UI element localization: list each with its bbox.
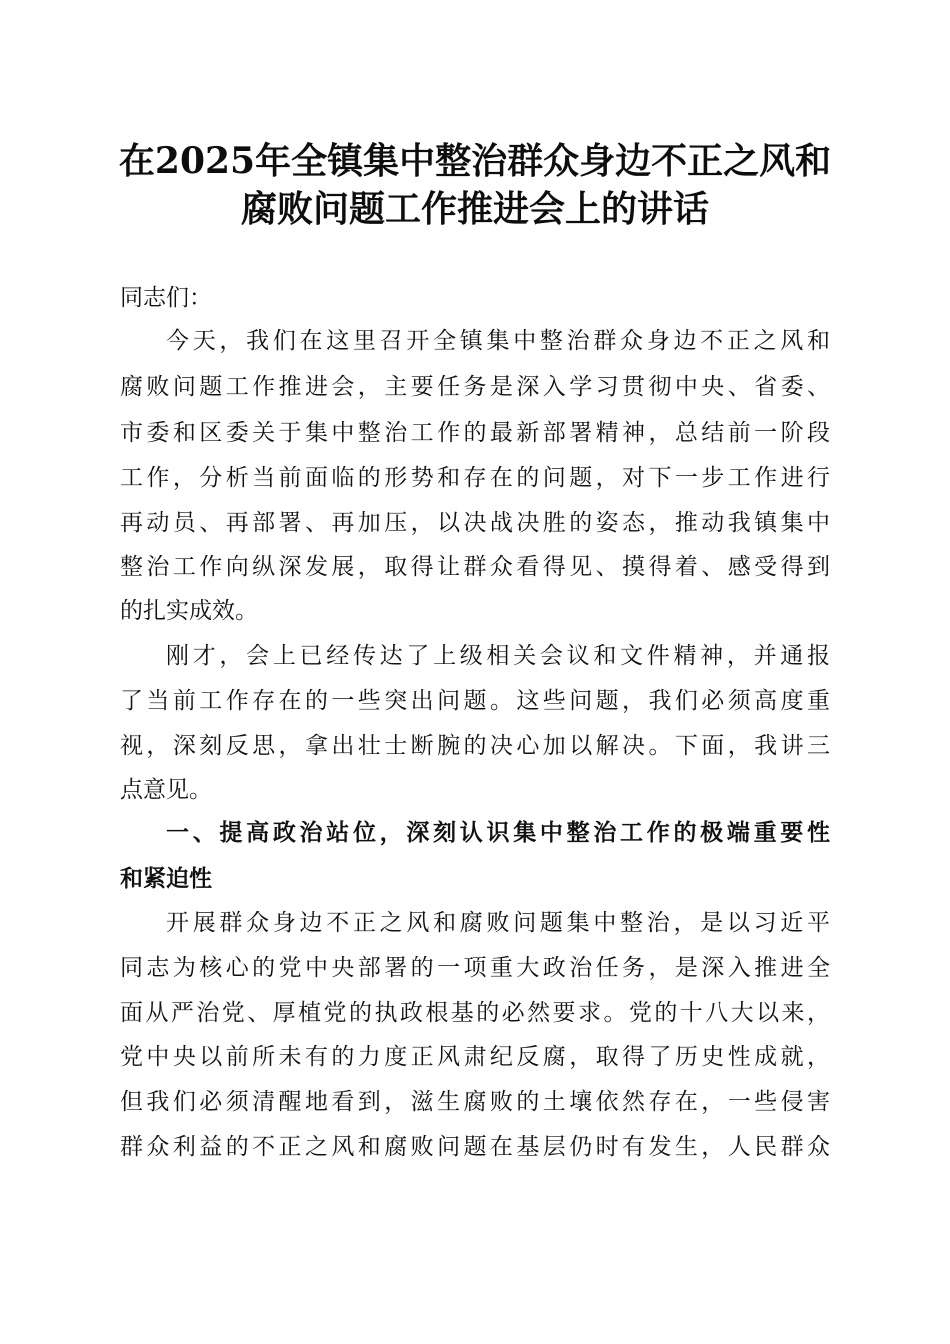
document-title-line-2: 腐败问题工作推进会上的讲话 bbox=[240, 188, 709, 230]
paragraph-line: 点意见。 bbox=[120, 777, 212, 803]
paragraph-line: 视，深刻反思，拿出壮士断腕的决心加以解决。下面，我讲三 bbox=[120, 733, 830, 759]
paragraph-line: 腐败问题工作推进会，主要任务是深入学习贯彻中央、省委、 bbox=[120, 374, 830, 400]
paragraph-line: 同志为核心的党中央部署的一项重大政治任务，是深入推进全 bbox=[120, 955, 830, 981]
paragraph-line: 再动员、再部署、再加压，以决战决胜的姿态，推动我镇集中 bbox=[120, 510, 830, 536]
paragraph-line: 今天，我们在这里召开全镇集中整治群众身边不正之风和 bbox=[166, 328, 830, 354]
paragraph-line: 开展群众身边不正之风和腐败问题集中整治，是以习近平 bbox=[166, 910, 830, 936]
paragraph-line: 市委和区委关于集中整治工作的最新部署精神，总结前一阶段 bbox=[120, 420, 830, 446]
paragraph-line: 工作，分析当前面临的形势和存在的问题，对下一步工作进行 bbox=[120, 465, 830, 491]
paragraph-line: 整治工作向纵深发展，取得让群众看得见、摸得着、感受得到 bbox=[120, 554, 830, 580]
document-title-line-1: 在2025年全镇集中整治群众身边不正之风和 bbox=[118, 140, 832, 182]
section-heading: 一、提高政治站位，深刻认识集中整治工作的极端重要性 bbox=[166, 820, 830, 846]
paragraph-line: 但我们必须清醒地看到，滋生腐败的土壤依然存在，一些侵害 bbox=[120, 1089, 830, 1115]
paragraph-line: 党中央以前所未有的力度正风肃纪反腐，取得了历史性成就， bbox=[120, 1044, 830, 1070]
paragraph-line: 群众利益的不正之风和腐败问题在基层仍时有发生，人民群众 bbox=[120, 1134, 830, 1160]
greeting: 同志们： bbox=[120, 285, 212, 311]
paragraph-line: 面从严治党、厚植党的执政根基的必然要求。党的十八大以来， bbox=[120, 1000, 830, 1026]
paragraph-line: 的扎实成效。 bbox=[120, 598, 258, 624]
paragraph-line: 了当前工作存在的一些突出问题。这些问题，我们必须高度重 bbox=[120, 688, 830, 714]
section-heading: 和紧迫性 bbox=[120, 866, 212, 892]
paragraph-line: 刚才，会上已经传达了上级相关会议和文件精神，并通报 bbox=[166, 643, 830, 669]
